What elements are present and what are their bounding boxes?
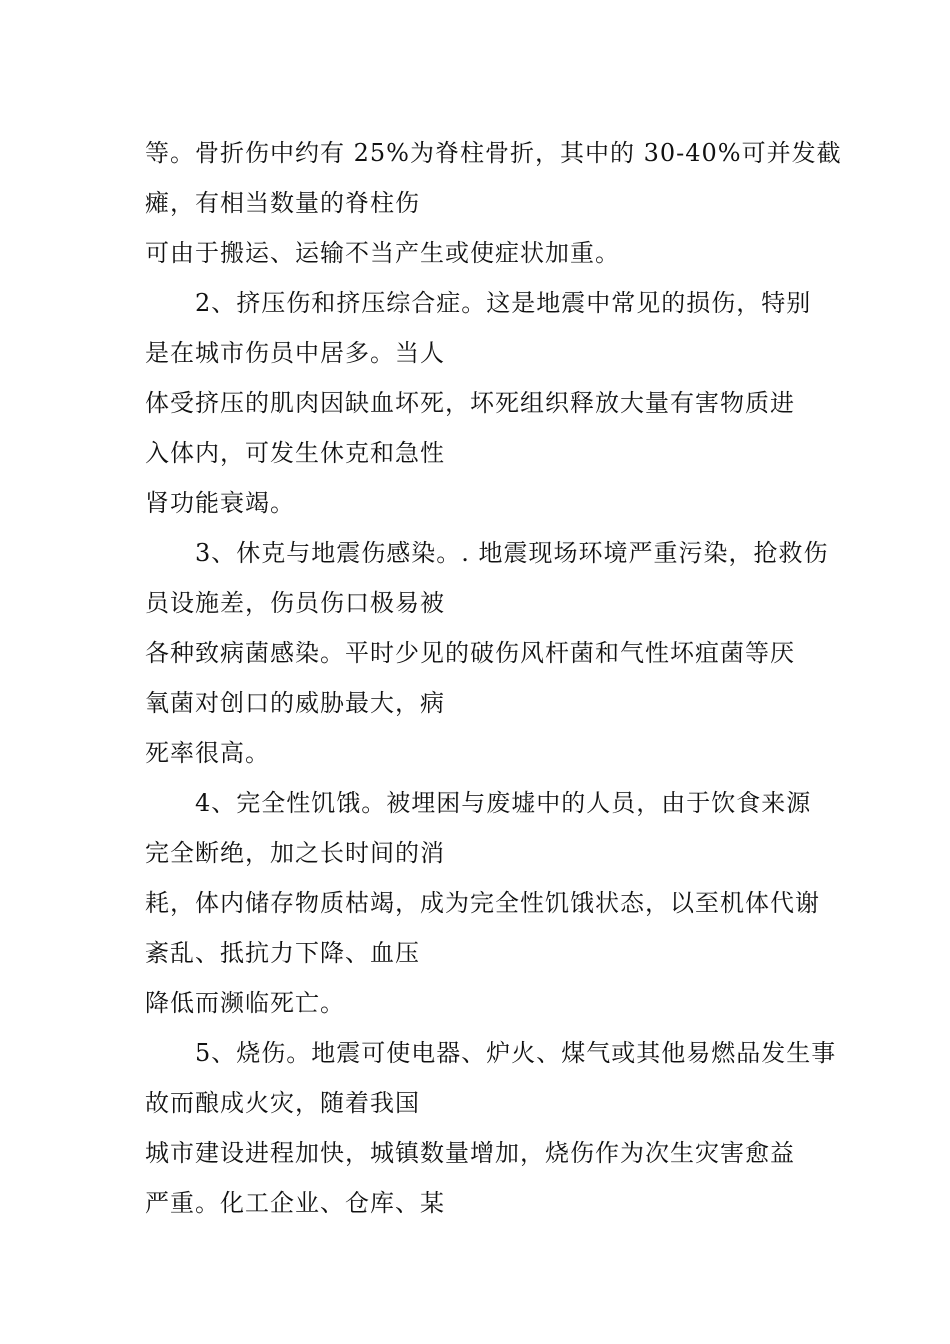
text-line: 城市建设进程加快，城镇数量增加，烧伤作为次生灾害愈益 [145,1139,795,1167]
text-line: 紊乱、抵抗力下降、血压 [145,939,420,967]
text-line: 员设施差，伤员伤口极易被 [145,589,445,617]
paragraph-start-line: 3、休克与地震伤感染。. 地震现场环境严重污染，抢救伤 [195,539,829,567]
paragraph-start-line: 4、完全性饥饿。被埋困与废墟中的人员，由于饮食来源 [195,789,812,817]
paragraph-start-line: 2、挤压伤和挤压综合症。这是地震中常见的损伤，特别 [195,289,812,317]
text-line: 故而酿成火灾，随着我国 [145,1089,420,1117]
text-line: 瘫，有相当数量的脊柱伤 [145,189,420,217]
text-line: 等。骨折伤中约有 25%为脊柱骨折，其中的 30-40%可并发截 [145,139,842,167]
text-line: 死率很高。 [145,739,270,767]
text-line: 肾功能衰竭。 [145,489,295,517]
text-line: 各种致病菌感染。平时少见的破伤风杆菌和气性坏疽菌等厌 [145,639,795,667]
text-line: 严重。化工企业、仓库、某 [145,1189,445,1217]
text-line: 氧菌对创口的威胁最大，病 [145,689,445,717]
body-text [145,128,842,1228]
text-line: 降低而濒临死亡。 [145,989,345,1017]
text-line: 体受挤压的肌肉因缺血坏死，坏死组织释放大量有害物质进 [145,389,795,417]
paragraph-start-line: 5、烧伤。地震可使电器、炉火、煤气或其他易燃品发生事 [195,1039,837,1067]
text-line: 耗，体内储存物质枯竭，成为完全性饥饿状态，以至机体代谢 [145,889,820,917]
text-line: 完全断绝，加之长时间的消 [145,839,445,867]
text-line: 入体内，可发生休克和急性 [145,439,445,467]
text-line: 是在城市伤员中居多。当人 [145,339,445,367]
text-line: 可由于搬运、运输不当产生或使症状加重。 [145,239,620,267]
